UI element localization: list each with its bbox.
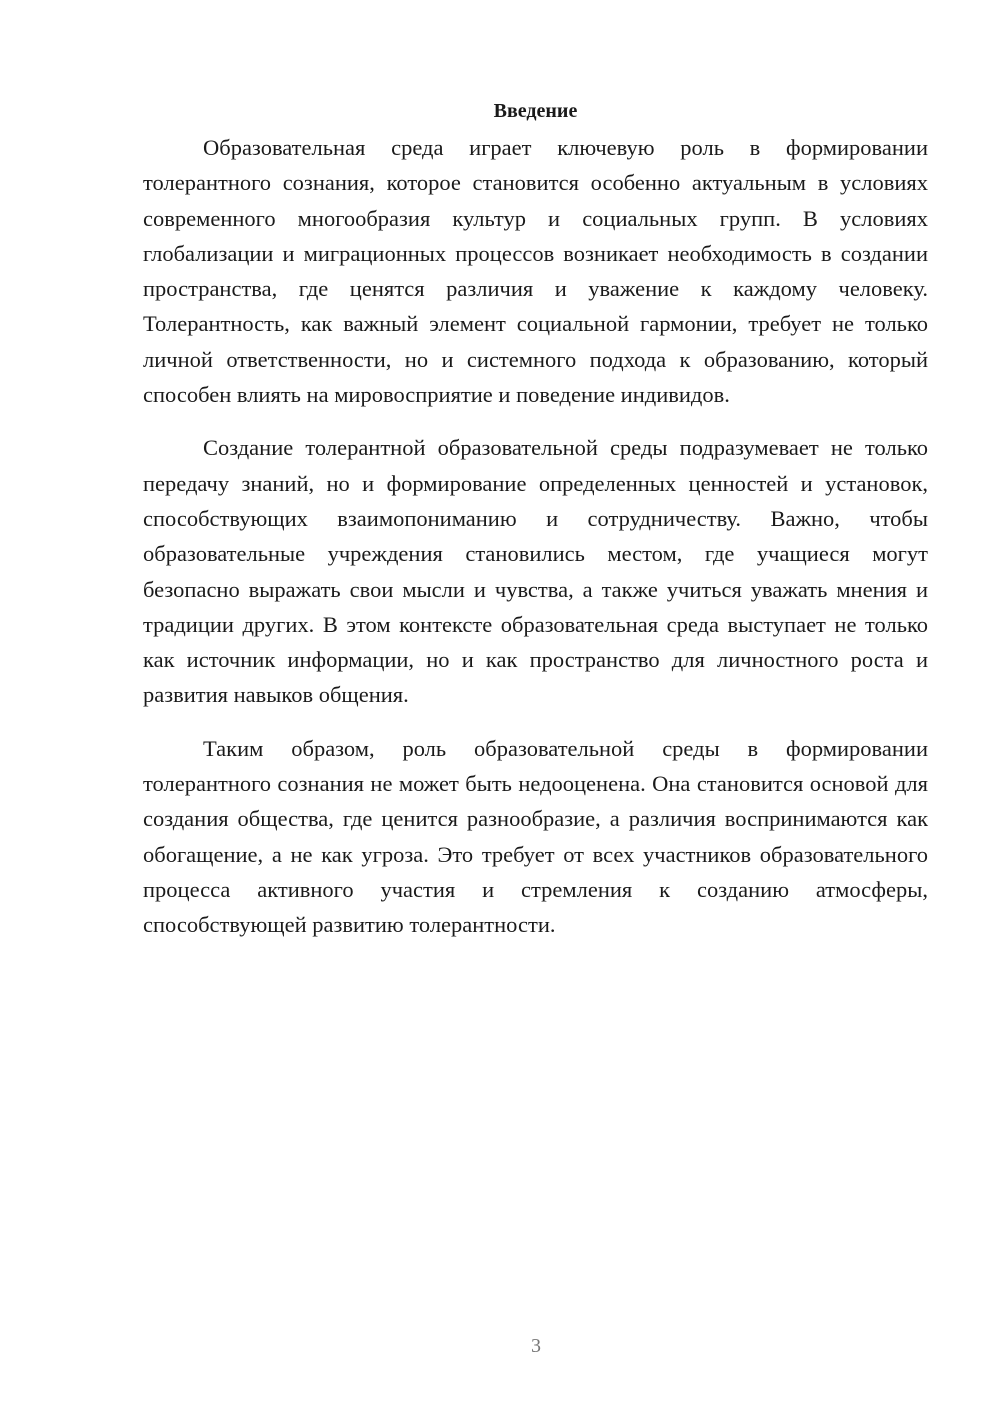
- section-title: Введение: [493, 100, 578, 122]
- page-number: 3: [531, 1335, 541, 1357]
- paragraph-3: Таким образом, роль образовательной среды в формировании толерантного сознания не может быть недооценена. Она становится основой для создания общества, где ценится разнообразие, а различия воспринимаются как обогащение, а не как угроза. Это требует от всех участников образовательного процесса активного участия и стремления к созданию атмосферы, способствующей развитию толерантности.: [143, 735, 928, 938]
- paragraph-1: Образовательная среда играет ключевую роль в формировании толерантного сознания, которое становится особенно актуальным в условиях современного многообразия культур и социальных групп. В условиях глобализации и миграционных процессов возникает необходимость в создании пространства, где ценятся различия и уважение к каждому человеку. Толерантность, как важный элемент социальной гармонии, требует не только личной ответственности, но и системного подхода к образованию, который способен влиять на мировосприятие и поведение индивидов.: [143, 135, 928, 408]
- paragraph-2: Создание толерантной образовательной среды подразумевает не только передачу знаний, но и формирование определенных ценностей и установок, способствующих взаимопониманию и сотрудничеству. Важно, чтобы образовательные учреждения становились местом, где учащиеся могут безопасно выражать свои мысли и чувства, а также учиться уважать мнения и традиции других. В этом контексте образовательная среда выступает не только как источник информации, но и как пространство для личностного роста и развития навыков общения.: [143, 435, 928, 708]
- page-content: [143, 96, 928, 961]
